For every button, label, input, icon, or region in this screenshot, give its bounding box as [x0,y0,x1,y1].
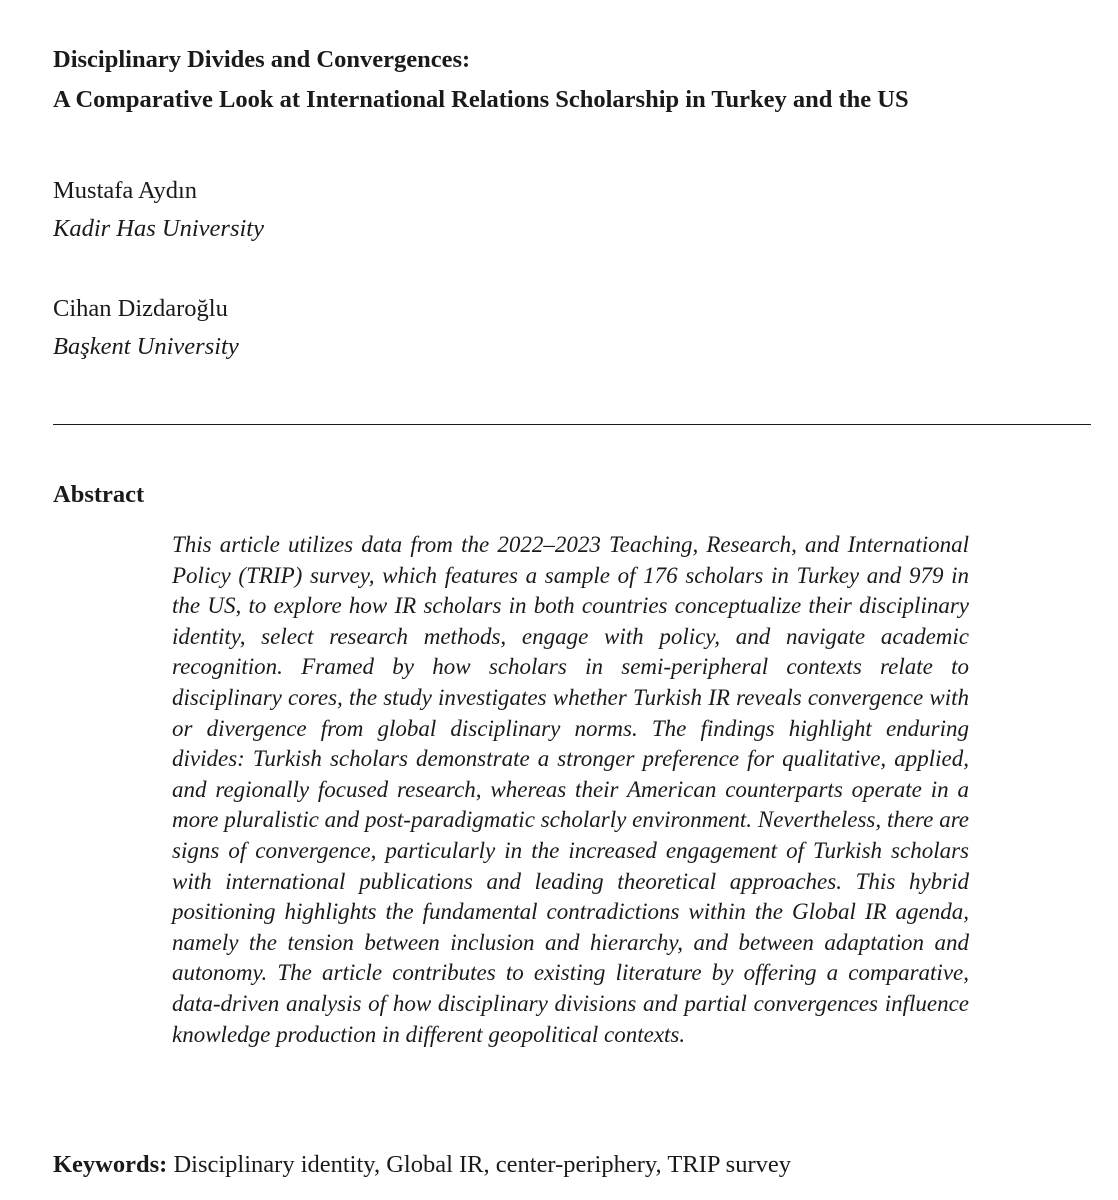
keywords-label: Keywords: [53,1151,168,1178]
section-divider [53,424,1091,425]
author-block-1 [53,172,653,248]
abstract-heading: Abstract [53,481,145,508]
author-name: Cihan Dizdaroğlu [53,295,228,322]
author-name: Mustafa Aydın [53,177,198,204]
paper-title [53,40,1093,120]
paper-title-line-1: Disciplinary Divides and Convergences: [53,46,471,73]
author-affiliation: Kadir Has University [53,215,264,242]
abstract-text: This article utilizes data from the 2022–2023 Teaching, Research, and International Policy (TRIP) survey, which features a sample of 176 scholars in Turkey and 979 in the US, to explore how IR scholars in both countries conceptualize their disciplinary identity, select research methods, engage with policy, and navigate academic recognition. Framed by how scholars in semi-peripheral contexts relate to disciplinary cores, the study investigates whether Turkish IR reveals convergence with or divergence from global disciplinary norms. The findings highlight enduring divides: Turkish scholars demonstrate a stronger preference for qualitative, applied, and regionally focused research, whereas their American counterparts operate in a more pluralistic and post-paradigmatic scholarly environment. Nevertheless, there are signs of convergence, particularly in the increased engagement of Turkish scholars with international publications and leading theoretical approaches. This hybrid positioning highlights the fundamental contradictions within the Global IR agenda, namely the tension between inclusion and hierarchy, and between adaptation and autonomy. The article contributes to existing literature by offering a comparative, data-driven analysis of how disciplinary divisions and partial convergences influence knowledge production in different geopolitical contexts. [172,532,969,1047]
keywords [53,1146,1093,1184]
keywords-list: Disciplinary identity, Global IR, center-periphery, TRIP survey [167,1151,791,1178]
author-block-2 [53,290,653,366]
paper-title-line-2: A Comparative Look at International Relations Scholarship in Turkey and the US [53,86,909,113]
author-affiliation: Başkent University [53,333,239,360]
